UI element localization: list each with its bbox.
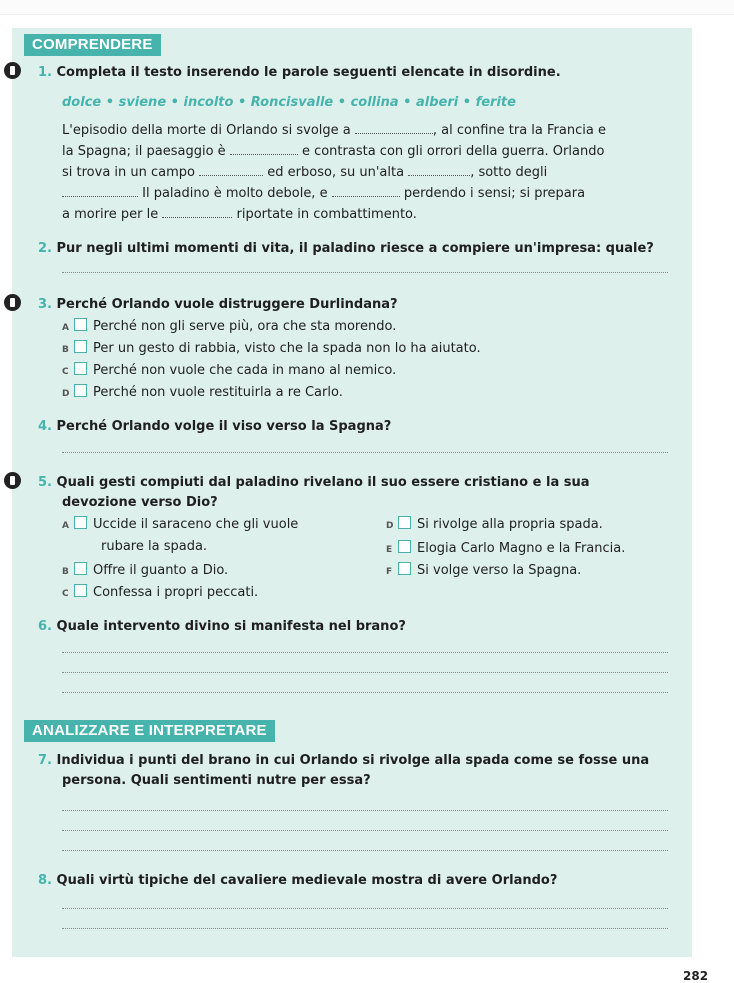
blank-2[interactable] — [230, 143, 298, 155]
q1-line-1-b: , al confine tra la Francia e — [432, 123, 606, 138]
q8-text: Quali virtù tipiche del cavaliere medievale mostra di avere Orlando? — [56, 873, 558, 888]
option-text: Si rivolge alla propria spada. — [417, 517, 603, 532]
answer-line[interactable] — [62, 692, 668, 693]
blank-5[interactable] — [62, 185, 138, 197]
q1-line-2-a: la Spagna; il paesaggio è — [62, 144, 226, 159]
q5-question-line-2: devozione verso Dio? — [62, 495, 218, 510]
q5-option-c[interactable] — [62, 584, 258, 603]
q5-text-1: Quali gesti compiuti dal paladino rivelano il suo essere cristiano e la sua — [56, 475, 590, 490]
section-header-comprendere: COMPRENDERE — [24, 34, 161, 56]
q1-line-4-b: perdendo i sensi; si prepara — [403, 186, 586, 201]
q5-option-e[interactable] — [386, 540, 625, 559]
page-number: 282 — [683, 969, 709, 983]
q1-line-2-b: e contrasta con gli orrori della guerra. Orlando — [301, 144, 605, 159]
checkbox[interactable] — [74, 562, 87, 575]
top-strip — [0, 0, 734, 15]
q6-number: 6. — [38, 619, 52, 634]
q7-question-line-1 — [38, 752, 649, 769]
option-letter: C — [62, 589, 69, 599]
blank-1[interactable] — [355, 122, 433, 134]
option-letter: F — [386, 567, 393, 577]
audio-icon[interactable] — [4, 472, 21, 489]
q1-line-5-a: a morire per le — [62, 207, 159, 222]
q8-number: 8. — [38, 873, 52, 888]
q6-text: Quale intervento divino si manifesta nel brano? — [56, 619, 406, 634]
checkbox[interactable] — [74, 362, 87, 375]
answer-line[interactable] — [62, 272, 668, 273]
option-letter: A — [62, 521, 69, 531]
q3-number: 3. — [38, 297, 52, 312]
checkbox[interactable] — [398, 540, 411, 553]
checkbox[interactable] — [398, 562, 411, 575]
q6-question — [38, 618, 406, 635]
q1-line-3 — [62, 164, 547, 181]
checkbox[interactable] — [74, 384, 87, 397]
option-letter: E — [386, 545, 393, 555]
q7-text-1: Individua i punti del brano in cui Orlando si rivolge alla spada come se fosse una — [56, 753, 650, 768]
checkbox[interactable] — [398, 516, 411, 529]
blank-7[interactable] — [162, 206, 232, 218]
q2-question — [38, 240, 654, 257]
option-letter: A — [62, 323, 69, 333]
answer-line[interactable] — [62, 908, 668, 909]
q3-option-c[interactable] — [62, 362, 396, 381]
option-letter: B — [62, 567, 69, 577]
q8-question — [38, 872, 557, 889]
q1-line-2 — [62, 143, 604, 160]
checkbox[interactable] — [74, 318, 87, 331]
option-text: Perché non vuole restituirla a re Carlo. — [93, 385, 343, 400]
q1-line-3-c: , sotto degli — [470, 165, 548, 180]
q5-option-f[interactable] — [386, 562, 581, 581]
q1-line-4 — [62, 185, 585, 202]
q1-text: Completa il testo inserendo le parole seguenti elencate in disordine. — [56, 65, 561, 80]
option-text: Si volge verso la Spagna. — [417, 563, 582, 578]
q4-question — [38, 418, 391, 435]
q1-number: 1. — [38, 65, 52, 80]
option-letter: D — [62, 389, 70, 399]
audio-icon[interactable] — [4, 294, 21, 311]
option-text: Elogia Carlo Magno e la Francia. — [417, 541, 626, 556]
q5-option-a[interactable] — [62, 516, 298, 535]
q3-option-d[interactable] — [62, 384, 343, 403]
q4-text: Perché Orlando volge il viso verso la Spagna? — [56, 419, 392, 434]
blank-3[interactable] — [199, 164, 263, 176]
option-text: Perché non vuole che cada in mano al nemico. — [93, 363, 397, 378]
q5-option-a-continued: rubare la spada. — [101, 539, 208, 554]
option-letter: B — [62, 345, 69, 355]
q7-question-line-2: persona. Quali sentimenti nutre per essa? — [62, 773, 371, 788]
q1-line-5 — [62, 206, 417, 223]
q7-number: 7. — [38, 753, 52, 768]
option-text: Per un gesto di rabbia, visto che la spada non lo ha aiutato. — [93, 341, 481, 356]
option-text: Offre il guanto a Dio. — [93, 563, 229, 578]
answer-line[interactable] — [62, 652, 668, 653]
q5-number: 5. — [38, 475, 52, 490]
q4-number: 4. — [38, 419, 52, 434]
answer-line[interactable] — [62, 928, 668, 929]
q2-text: Pur negli ultimi momenti di vita, il paladino riesce a compiere un'impresa: quale? — [56, 241, 654, 256]
q1-question — [38, 64, 561, 81]
checkbox[interactable] — [74, 340, 87, 353]
q1-line-1 — [62, 122, 606, 139]
section-header-analizzare: ANALIZZARE E INTERPRETARE — [24, 720, 275, 742]
audio-icon[interactable] — [4, 62, 21, 79]
answer-line[interactable] — [62, 810, 668, 811]
q1-line-5-b: riportate in combattimento. — [236, 207, 417, 222]
q3-text: Perché Orlando vuole distruggere Durlindana? — [56, 297, 398, 312]
q2-number: 2. — [38, 241, 52, 256]
q1-line-1-a: L'episodio della morte di Orlando si svolge a — [62, 123, 351, 138]
answer-line[interactable] — [62, 452, 668, 453]
q1-word-list: dolce • sviene • incolto • Roncisvalle • collina • alberi • ferite — [62, 95, 516, 110]
option-text: Perché non gli serve più, ora che sta morendo. — [93, 319, 397, 334]
q1-line-3-b: ed erboso, su un'alta — [267, 165, 405, 180]
checkbox[interactable] — [74, 516, 87, 529]
q3-option-b[interactable] — [62, 340, 481, 359]
blank-4[interactable] — [408, 164, 470, 176]
option-text: Uccide il saraceno che gli vuole — [93, 517, 299, 532]
answer-line[interactable] — [62, 850, 668, 851]
answer-line[interactable] — [62, 672, 668, 673]
answer-line[interactable] — [62, 830, 668, 831]
q1-line-4-a: Il paladino è molto debole, e — [142, 186, 328, 201]
q1-line-3-a: si trova in un campo — [62, 165, 195, 180]
checkbox[interactable] — [74, 584, 87, 597]
blank-6[interactable] — [332, 185, 400, 197]
q5-option-b[interactable] — [62, 562, 228, 581]
option-text: Confessa i propri peccati. — [93, 585, 259, 600]
q3-option-a[interactable] — [62, 318, 396, 337]
option-letter: C — [62, 367, 69, 377]
q5-option-d[interactable] — [386, 516, 603, 535]
q5-question-line-1 — [38, 474, 590, 491]
q3-question — [38, 296, 398, 313]
option-letter: D — [386, 521, 394, 531]
